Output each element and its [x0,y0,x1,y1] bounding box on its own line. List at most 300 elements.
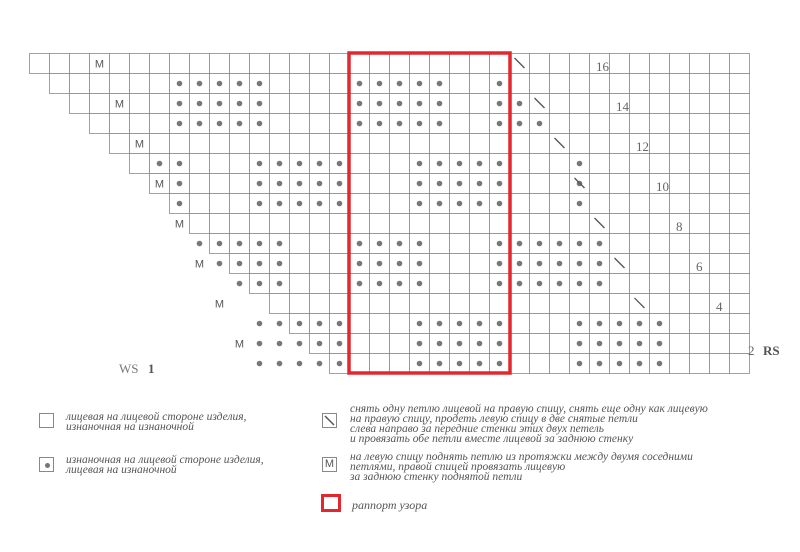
grid-cell [350,154,370,174]
grid-cell [590,74,610,94]
purl-dot [277,341,283,347]
grid-cell [230,214,250,234]
purl-dot [517,281,523,287]
grid-cell [470,294,490,314]
grid-cell [690,194,710,214]
purl-dot [357,81,363,87]
grid-cell [690,174,710,194]
grid-cell [610,274,630,294]
grid-cell [330,54,350,74]
grid-cell [530,334,550,354]
grid-cell [370,154,390,174]
grid-cell [530,194,550,214]
grid-cell [370,314,390,334]
purl-dot [317,361,323,367]
grid-cell [450,134,470,154]
purl-dot [317,161,323,167]
grid-cell [570,134,590,154]
purl-dot [477,201,483,207]
purl-dot [277,201,283,207]
grid-cell [210,134,230,154]
legend-make-one-symbol [322,457,337,472]
purl-dot [657,361,663,367]
grid-cell [690,314,710,334]
grid-cell [610,234,630,254]
purl-dot [597,341,603,347]
grid-cell [630,274,650,294]
grid-cell [330,294,350,314]
purl-dot [237,121,243,127]
row-number: 16 [596,59,609,74]
grid-cell [710,254,730,274]
grid-cell [450,114,470,134]
grid-cell [270,114,290,134]
grid-cell [590,134,610,154]
grid-cell [490,54,510,74]
purl-dot [477,321,483,327]
grid-cell [430,54,450,74]
purl-dot [297,321,303,327]
grid-cell [510,214,530,234]
grid-cell [670,74,690,94]
purl-dot [617,341,623,347]
grid-cell [490,134,510,154]
purl-dot [257,321,263,327]
grid-cell [370,354,390,374]
grid-cell [330,114,350,134]
grid-cell [550,94,570,114]
grid-cell [690,234,710,254]
purl-dot [597,361,603,367]
row-number: 14 [616,99,629,114]
purl-dot [297,341,303,347]
grid-cell [530,354,550,374]
legend-decrease-symbol [322,413,337,428]
grid-cell [290,214,310,234]
purl-dot [437,361,443,367]
grid-cell [130,94,150,114]
grid-cell [550,334,570,354]
grid-cell [510,314,530,334]
grid-cell [530,134,550,154]
grid-cell [550,114,570,134]
grid-cell [470,114,490,134]
grid-cell [490,294,510,314]
purl-dot [437,161,443,167]
purl-dot [277,281,283,287]
purl-dot [657,321,663,327]
grid-cell [550,294,570,314]
grid-cell [150,54,170,74]
purl-dot [557,241,563,247]
purl-dot [557,281,563,287]
grid-cell [290,274,310,294]
legend-repeat-symbol [321,494,341,512]
grid-cell [550,174,570,194]
grid-cell [550,354,570,374]
grid-cell [150,74,170,94]
make-one-symbol: M [134,138,145,151]
purl-dot [497,121,503,127]
grid-cell [350,214,370,234]
purl-dot [217,261,223,267]
grid-cell [370,134,390,154]
purl-dot [497,161,503,167]
purl-dot [377,261,383,267]
grid-cell [690,94,710,114]
grid-cell [130,74,150,94]
purl-dot [337,201,343,207]
purl-dot [437,321,443,327]
purl-dot [397,121,403,127]
grid-cell [730,194,750,214]
purl-dot [217,241,223,247]
purl-dot [517,241,523,247]
purl-dot [637,321,643,327]
purl-dot [197,121,203,127]
grid-cell [630,74,650,94]
purl-dot [457,341,463,347]
grid-cell [450,274,470,294]
grid-cell [370,214,390,234]
grid-cell [170,134,190,154]
purl-dot [177,121,183,127]
grid-cell [330,254,350,274]
purl-dot [297,161,303,167]
grid-cell [470,54,490,74]
grid-cell [730,294,750,314]
grid-cell [650,74,670,94]
purl-dot [537,121,543,127]
grid-cell [290,254,310,274]
grid-cell [290,94,310,114]
grid-cell [690,54,710,74]
purl-dot [417,121,423,127]
grid-cell [630,94,650,114]
grid-cell [670,294,690,314]
grid-cell [130,54,150,74]
grid-cell [390,194,410,214]
grid-cell [330,274,350,294]
grid-cell [250,54,270,74]
purl-dot [617,321,623,327]
grid-cell [730,134,750,154]
purl-dot [197,241,203,247]
grid-cell [690,334,710,354]
grid-cell [290,74,310,94]
grid-cell [270,74,290,94]
grid-cell [610,114,630,134]
purl-dot [197,81,203,87]
purl-dot [277,241,283,247]
purl-dot [597,321,603,327]
purl-dot [497,201,503,207]
grid-cell [530,174,550,194]
purl-dot [457,181,463,187]
grid-cell [410,134,430,154]
grid-cell [570,114,590,134]
purl-dot [457,201,463,207]
grid-cell [210,174,230,194]
grid-cell [310,54,330,74]
purl-dot [277,361,283,367]
grid-cell [690,134,710,154]
grid-cell [550,54,570,74]
grid-cell [490,214,510,234]
make-one-symbol: M [194,258,205,271]
grid-cell [670,274,690,294]
grid-cell [550,214,570,234]
grid-cell [590,174,610,194]
grid-cell [290,134,310,154]
purl-dot [577,321,583,327]
grid-cell [430,214,450,234]
grid-cell [590,114,610,134]
grid-cell [310,214,330,234]
grid-cell [210,54,230,74]
grid-cell [370,334,390,354]
purl-dot [277,161,283,167]
grid-cell [390,54,410,74]
purl-dot [257,201,263,207]
grid-cell [730,114,750,134]
purl-dot [477,361,483,367]
purl-dot [257,101,263,107]
grid-cell [650,54,670,74]
grid-cell [390,294,410,314]
grid-cell [70,54,90,74]
purl-dot [577,241,583,247]
grid-cell [670,94,690,114]
purl-dot [177,81,183,87]
grid-cell [670,154,690,174]
grid-cell [510,134,530,154]
grid-cell [410,214,430,234]
purl-dot [397,241,403,247]
purl-dot [417,341,423,347]
grid-cell [710,194,730,214]
purl-dot [177,161,183,167]
grid-cell [670,234,690,254]
grid-cell [650,274,670,294]
grid-cell [190,214,210,234]
grid-cell [390,354,410,374]
grid-cell [330,214,350,234]
grid-cell [90,74,110,94]
purl-dot [337,361,343,367]
purl-dot [397,81,403,87]
purl-dot [317,321,323,327]
grid-cell [650,194,670,214]
grid-cell [610,194,630,214]
purl-dot [417,181,423,187]
purl-dot [257,121,263,127]
grid-cell [150,94,170,114]
grid-cell [530,294,550,314]
purl-dot [457,161,463,167]
purl-dot [537,261,543,267]
grid-cell [670,314,690,334]
grid-cell [730,314,750,334]
purl-dot [357,121,363,127]
purl-dot [477,181,483,187]
purl-dot [377,281,383,287]
purl-dot [577,261,583,267]
purl-dot [417,201,423,207]
purl-dot [477,161,483,167]
grid-cell [190,54,210,74]
purl-dot [417,81,423,87]
grid-cell [130,114,150,134]
grid-cell [450,234,470,254]
purl-dot [517,101,523,107]
legend-knit-text: лицевая на лицевой стороне изделия, изнаночная на изнаночной [66,411,247,433]
grid-cell [350,294,370,314]
purl-dot [577,201,583,207]
row-number: 8 [676,219,683,234]
purl-dot [577,281,583,287]
grid-cell [470,234,490,254]
grid-cell [450,94,470,114]
grid-cell [630,54,650,74]
purl-dot [497,101,503,107]
purl-dot [357,281,363,287]
grid-cell [330,74,350,94]
grid-cell [450,54,470,74]
grid-cell [330,94,350,114]
grid-cell [670,354,690,374]
legend-make-one-text: на левую спицу поднять петлю из протяжки между двумя соседними петлями, правой спицей провязать лицевую за заднюю стенку поднятой петли [350,451,693,483]
purl-dot [417,241,423,247]
purl-dot [497,181,503,187]
grid-cell [530,74,550,94]
grid-cell [570,54,590,74]
m-icon: M [324,458,335,470]
grid-cell [470,214,490,234]
grid-cell [710,334,730,354]
grid-cell [590,194,610,214]
grid-cell [110,134,130,154]
purl-dot [257,341,263,347]
grid-cell [310,114,330,134]
row-number: 12 [636,139,649,154]
purl-dot [537,281,543,287]
grid-cell [310,274,330,294]
grid-cell [730,94,750,114]
ws-number: 1 [148,361,155,376]
grid-cell [310,234,330,254]
grid-cell [510,354,530,374]
purl-dot [417,161,423,167]
grid-cell [590,154,610,174]
grid-cell [230,134,250,154]
purl-dot [577,341,583,347]
grid-cell [510,174,530,194]
grid-cell [570,214,590,234]
grid-cell [630,174,650,194]
grid-cell [710,274,730,294]
grid-cell [330,234,350,254]
grid-cell [530,154,550,174]
grid-cell [190,194,210,214]
purl-dot [637,341,643,347]
purl-dot [257,281,263,287]
grid-cell [250,134,270,154]
purl-dot [637,361,643,367]
purl-dot [657,341,663,347]
purl-dot [257,81,263,87]
purl-dot [237,81,243,87]
grid-cell [230,174,250,194]
purl-dot [597,261,603,267]
purl-dot [397,261,403,267]
purl-dot [217,121,223,127]
purl-dot [357,261,363,267]
purl-dot [257,361,263,367]
grid-cell [710,74,730,94]
grid-cell [390,334,410,354]
make-one-symbol: M [154,178,165,191]
purl-dot [557,261,563,267]
purl-dot [277,321,283,327]
grid-cell [170,54,190,74]
purl-dot [477,341,483,347]
purl-dot [337,181,343,187]
grid-cell [530,54,550,74]
grid-cell [630,114,650,134]
grid-cell [190,174,210,194]
purl-dot [457,321,463,327]
grid-cell [350,314,370,334]
grid-cell [730,174,750,194]
grid-cell [290,114,310,134]
grid-cell [610,294,630,314]
grid-cell [390,154,410,174]
grid-cell [710,154,730,174]
grid-cell [710,214,730,234]
grid-cell [310,294,330,314]
grid-cell [530,214,550,234]
grid-cell [290,54,310,74]
purl-dot [457,361,463,367]
grid-cell [390,174,410,194]
grid-cell [430,134,450,154]
grid-cell [710,234,730,254]
purl-dot [177,101,183,107]
grid-cell [590,294,610,314]
purl-dot [377,101,383,107]
grid-cell [310,254,330,274]
grid-cell [90,94,110,114]
grid-cell [650,254,670,274]
grid-cell [330,134,350,154]
purl-dot [337,321,343,327]
grid-cell [690,294,710,314]
grid-cell [470,94,490,114]
grid-cell [630,254,650,274]
grid-cell [690,214,710,234]
purl-dot [437,201,443,207]
grid-cell [350,194,370,214]
purl-dot [197,101,203,107]
grid-cell [710,134,730,154]
purl-dot [357,241,363,247]
grid-cell [730,354,750,374]
grid-cell [110,74,130,94]
grid-cell [190,154,210,174]
purl-dot [317,201,323,207]
grid-cell [650,294,670,314]
